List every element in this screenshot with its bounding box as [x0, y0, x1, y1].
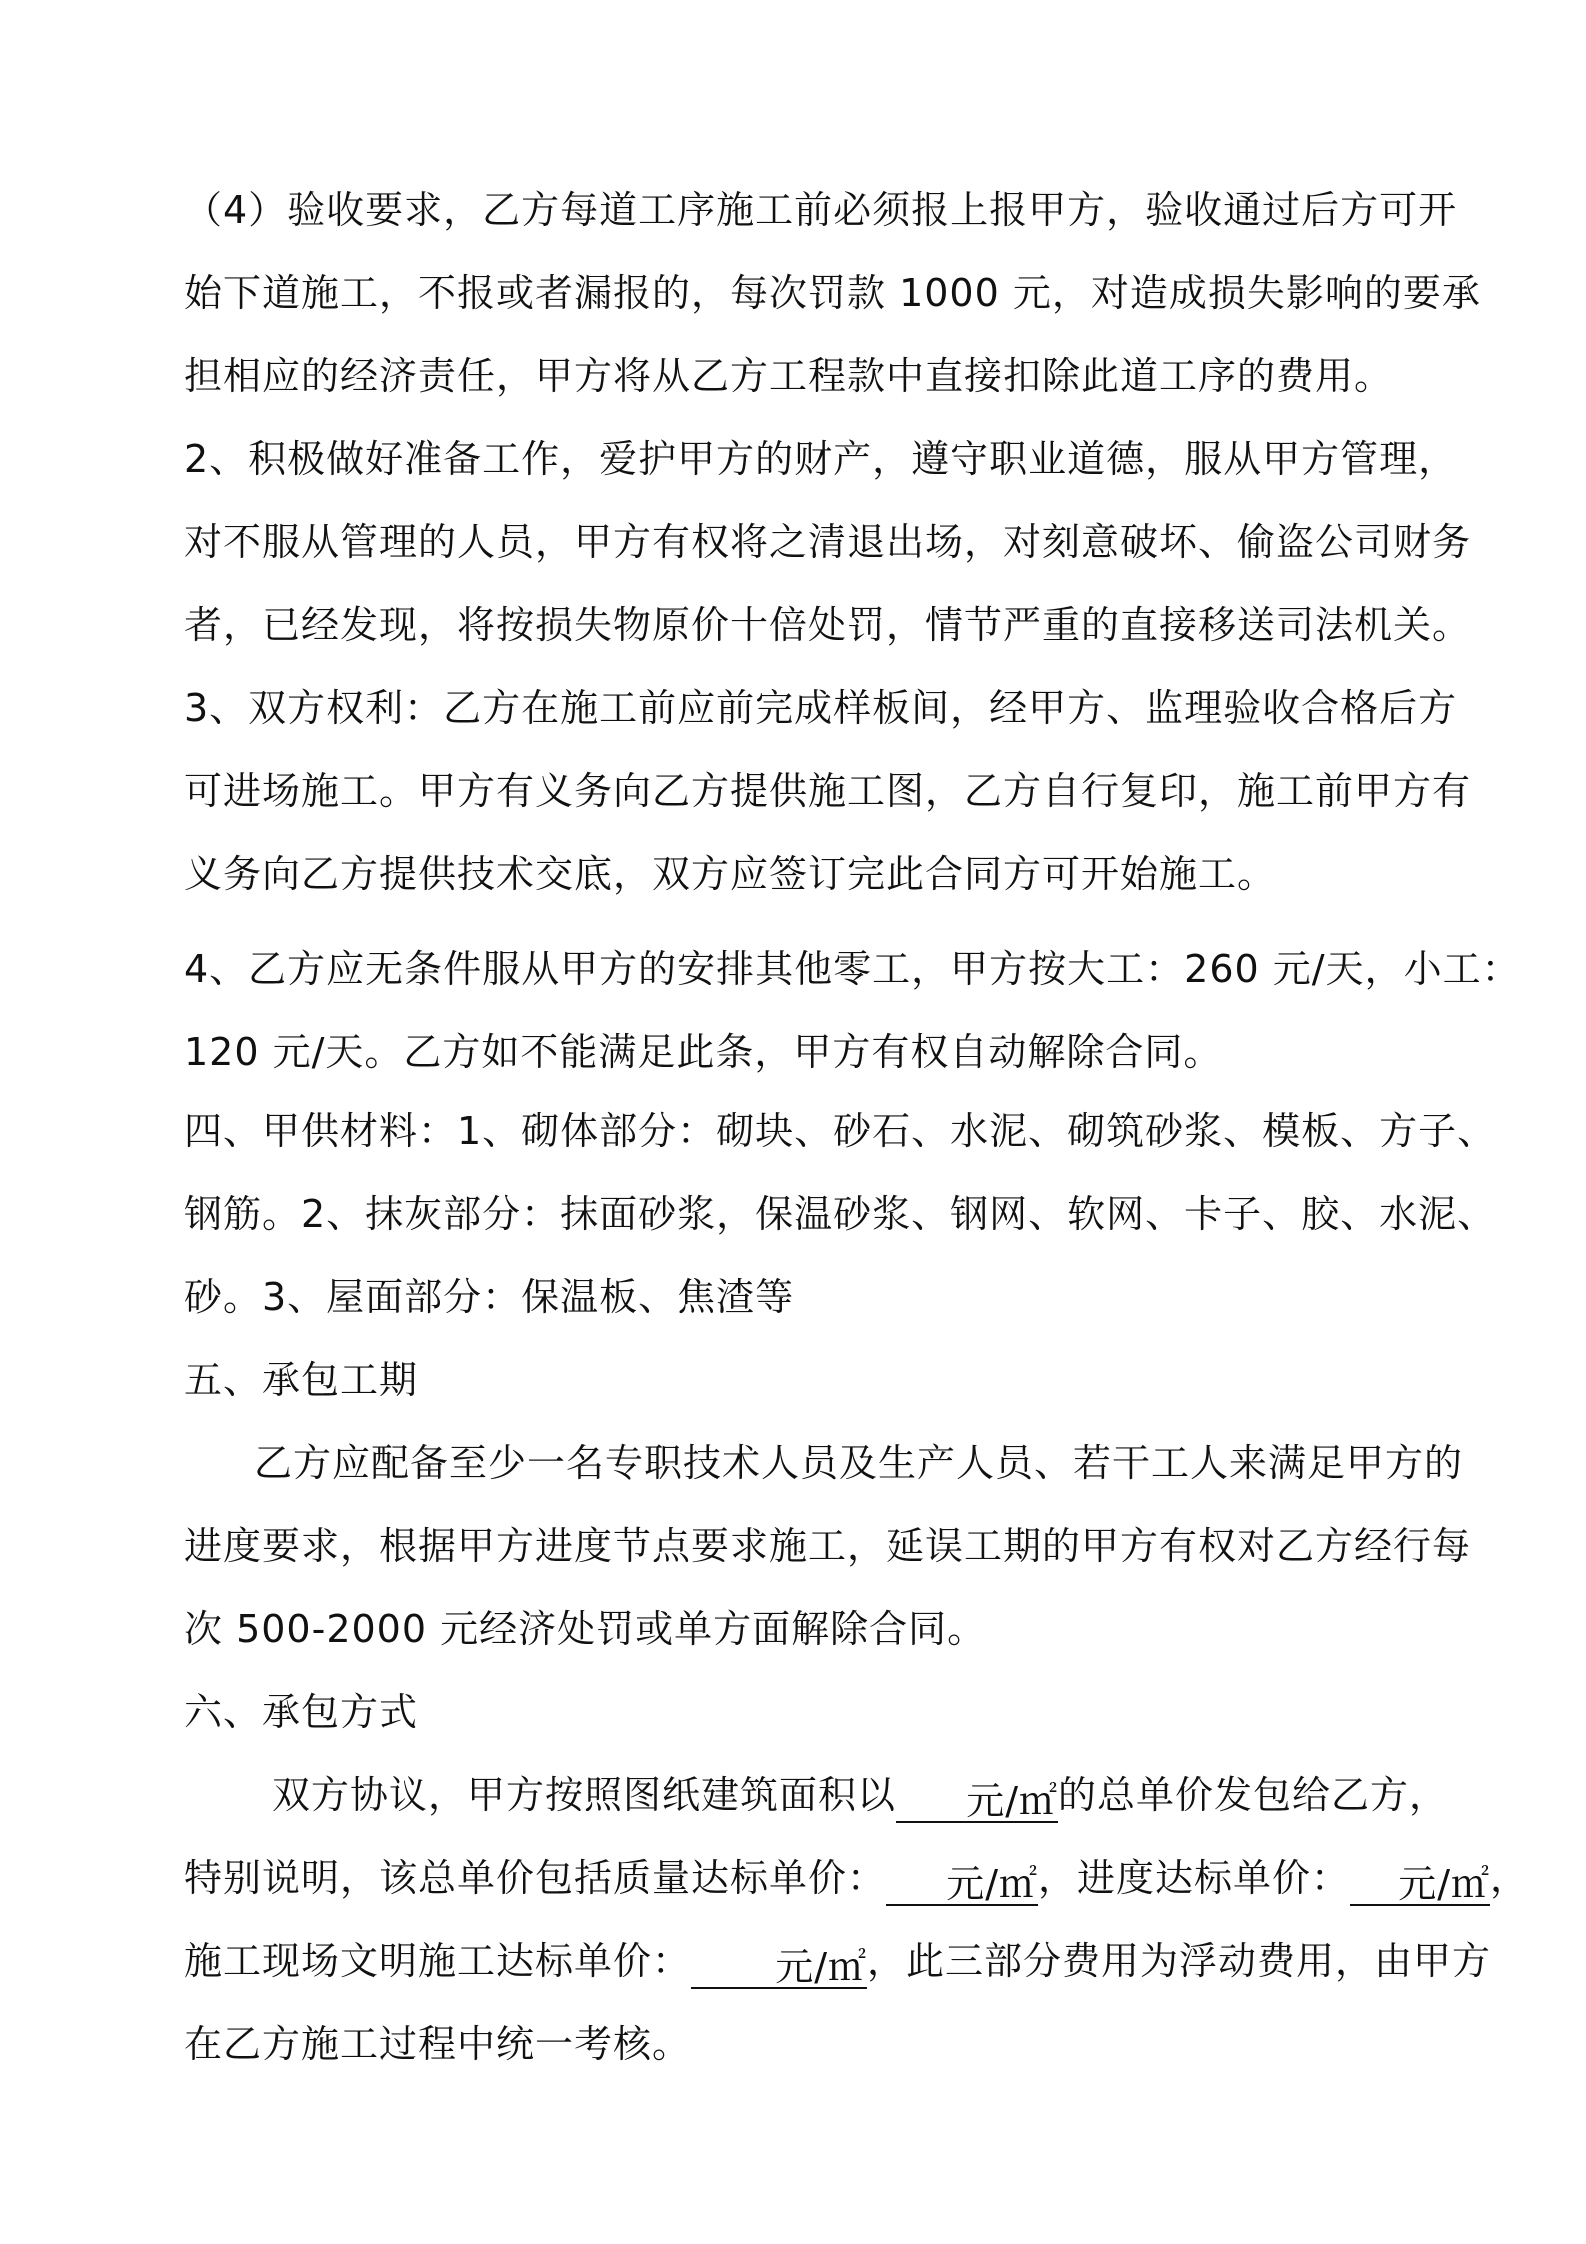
price-blank	[886, 1856, 1038, 1906]
text-line: 进度要求，根据甲方进度节点要求施工，延误工期的甲方有权对乙方经行每	[184, 1524, 1472, 1568]
section-heading: 六、承包方式	[184, 1690, 419, 1734]
text-line: 担相应的经济责任，甲方将从乙方工程款中直接扣除此道工序的费用。	[184, 354, 1394, 398]
text-line: 在乙方施工过程中统一考核。	[184, 2022, 692, 2066]
pricing-line-2	[184, 1850, 1529, 1906]
text-segment: 的总单价发包给乙方，	[1058, 1773, 1449, 1817]
price-blank	[1350, 1856, 1490, 1906]
text-line: 120 元/天。乙方如不能满足此条，甲方有权自动解除合同。	[184, 1030, 1223, 1074]
text-line: 四、甲供材料：1、砌体部分：砌块、砂石、水泥、砌筑砂浆、模板、方子、	[184, 1109, 1497, 1153]
text-segment: ，此三部分费用为浮动费用，由甲方	[867, 1939, 1492, 1983]
unit-label: 元/㎡	[775, 1945, 868, 1989]
text-line: 砂。3、屋面部分：保温板、焦渣等	[184, 1275, 795, 1319]
text-line: 始下道施工，不报或者漏报的，每次罚款 1000 元，对造成损失影响的要承	[184, 271, 1481, 315]
text-line: 4、乙方应无条件服从甲方的安排其他零工，甲方按大工：260 元/天，小工：	[184, 947, 1521, 991]
text-line: 义务向乙方提供技术交底，双方应签订完此合同方可开始施工。	[184, 852, 1277, 896]
text-segment: ，进度达标单价：	[1038, 1856, 1351, 1900]
text-line: 可进场施工。甲方有义务向乙方提供施工图，乙方自行复印，施工前甲方有	[184, 769, 1472, 813]
price-blank	[896, 1773, 1058, 1823]
price-blank	[691, 1939, 867, 1989]
pricing-line-3	[184, 1933, 1491, 1989]
unit-label: 元/㎡	[1398, 1862, 1491, 1906]
text-segment: ，	[1490, 1856, 1530, 1900]
text-line: 钢筋。2、抹灰部分：抹面砂浆，保温砂浆、钢网、软网、卡子、胶、水泥、	[184, 1192, 1497, 1236]
text-line: 对不服从管理的人员，甲方有权将之清退出场，对刻意破坏、偷盗公司财务	[184, 520, 1472, 564]
text-line: 次 500-2000 元经济处罚或单方面解除合同。	[184, 1607, 987, 1651]
text-line: （4）验收要求，乙方每道工序施工前必须报上报甲方，验收通过后方可开	[184, 188, 1458, 232]
unit-label: 元/㎡	[946, 1862, 1039, 1906]
pricing-line-1	[272, 1767, 1448, 1823]
text-segment: 施工现场文明施工达标单价：	[184, 1939, 692, 1983]
text-segment: 特别说明，该总单价包括质量达标单价：	[184, 1856, 887, 1900]
section-heading: 五、承包工期	[184, 1358, 419, 1402]
text-line: 3、双方权利：乙方在施工前应前完成样板间，经甲方、监理验收合格后方	[184, 686, 1458, 730]
unit-label: 元/㎡	[966, 1779, 1059, 1823]
text-line: 2、积极做好准备工作，爱护甲方的财产，遵守职业道德，服从甲方管理，	[184, 437, 1458, 481]
text-line: 者，已经发现，将按损失物原价十倍处罚，情节严重的直接移送司法机关。	[184, 603, 1472, 647]
text-segment: 双方协议，甲方按照图纸建筑面积以	[272, 1773, 897, 1817]
text-line: 乙方应配备至少一名专职技术人员及生产人员、若干工人来满足甲方的	[254, 1441, 1464, 1485]
